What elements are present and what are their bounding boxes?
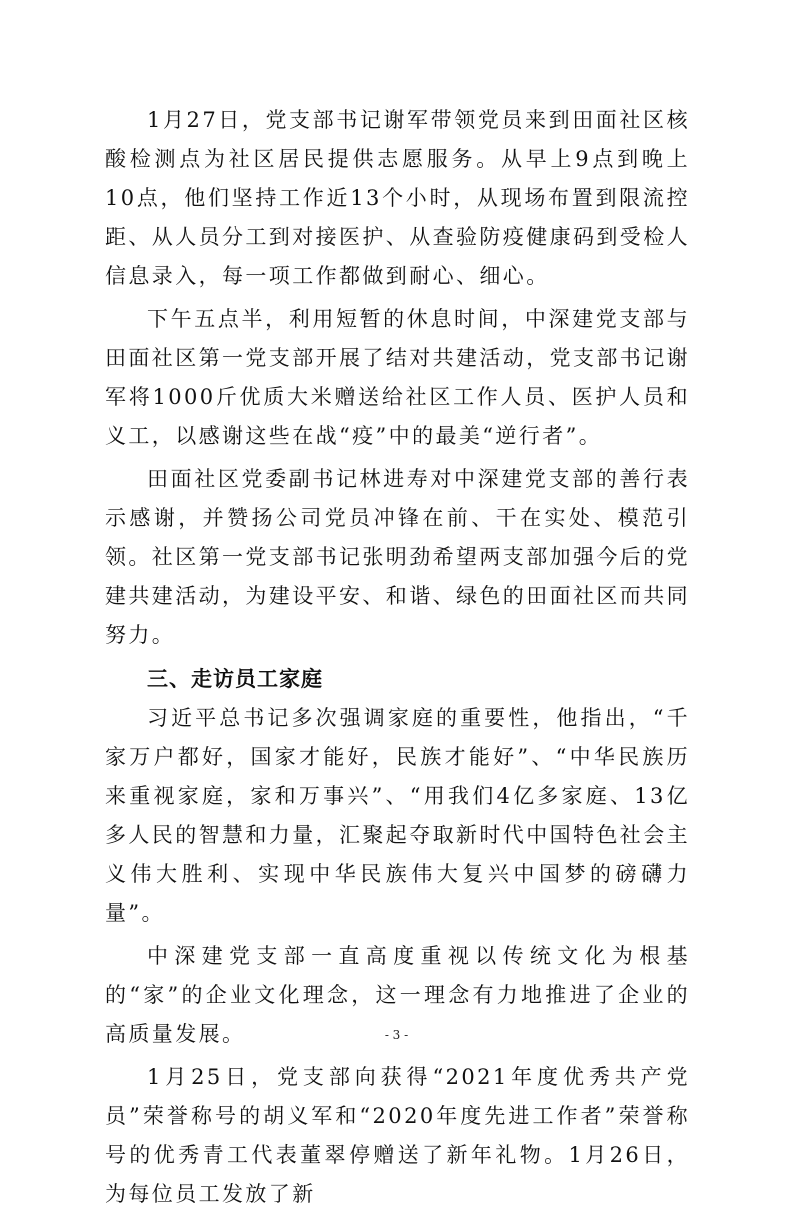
section-heading-visit-families: 三、走访员工家庭 — [147, 667, 323, 691]
paragraph-family-quote: 习近平总书记多次强调家庭的重要性，他指出，“千家万户都好，国家才能好，民族才能好”、“中华民族历来重视家庭，家和万事兴”、“用我们4亿多家庭、13亿多人民的智慧和力量，汇聚起夺取新时代中国特色社会主义伟大胜利、实现中华民族伟大复兴中国梦的磅礴力量”。 — [105, 706, 690, 925]
paragraph-new-year-gifts: 1月25日，党支部向获得“2021年度优秀共产党员”荣誉称号的胡义军和“2020年度先进工作者”荣誉称号的优秀青工代表董翠停赠送了新年礼物。1月26日，为每位员工发放了新 — [105, 1065, 690, 1206]
paragraph-family-culture: 中深建党支部一直高度重视以传统文化为根基的“家”的企业文化理念，这一理念有力地推进了企业的高质量发展。 — [105, 944, 690, 1046]
paragraph-nucleic-acid-volunteer: 1月27日，党支部书记谢军带领党员来到田面社区核酸检测点为社区居民提供志愿服务。从早上9点到晚上10点，他们坚持工作近13个小时，从现场布置到限流控距、从人员分工到对接医护、从查验防疫健康码到受检人信息录入，每一项工作都做到耐心、细心。 — [105, 108, 690, 288]
page-number: - 3 - — [384, 1028, 409, 1042]
paragraph-community-thanks: 田面社区党委副书记林进寿对中深建党支部的善行表示感谢，并赞扬公司党员冲锋在前、干在实处、模范引领。社区第一党支部书记张明劲希望两支部加强今后的党建共建活动，为建设平安、和谐、绿色的田面社区而共同努力。 — [105, 467, 690, 647]
document-body — [105, 101, 690, 1218]
paragraph-joint-construction: 下午五点半，利用短暂的休息时间，中深建党支部与田面社区第一党支部开展了结对共建活动，党支部书记谢军将1000斤优质大米赠送给社区工作人员、医护人员和义工，以感谢这些在战“疫”中的最美“逆行者”。 — [105, 307, 690, 448]
